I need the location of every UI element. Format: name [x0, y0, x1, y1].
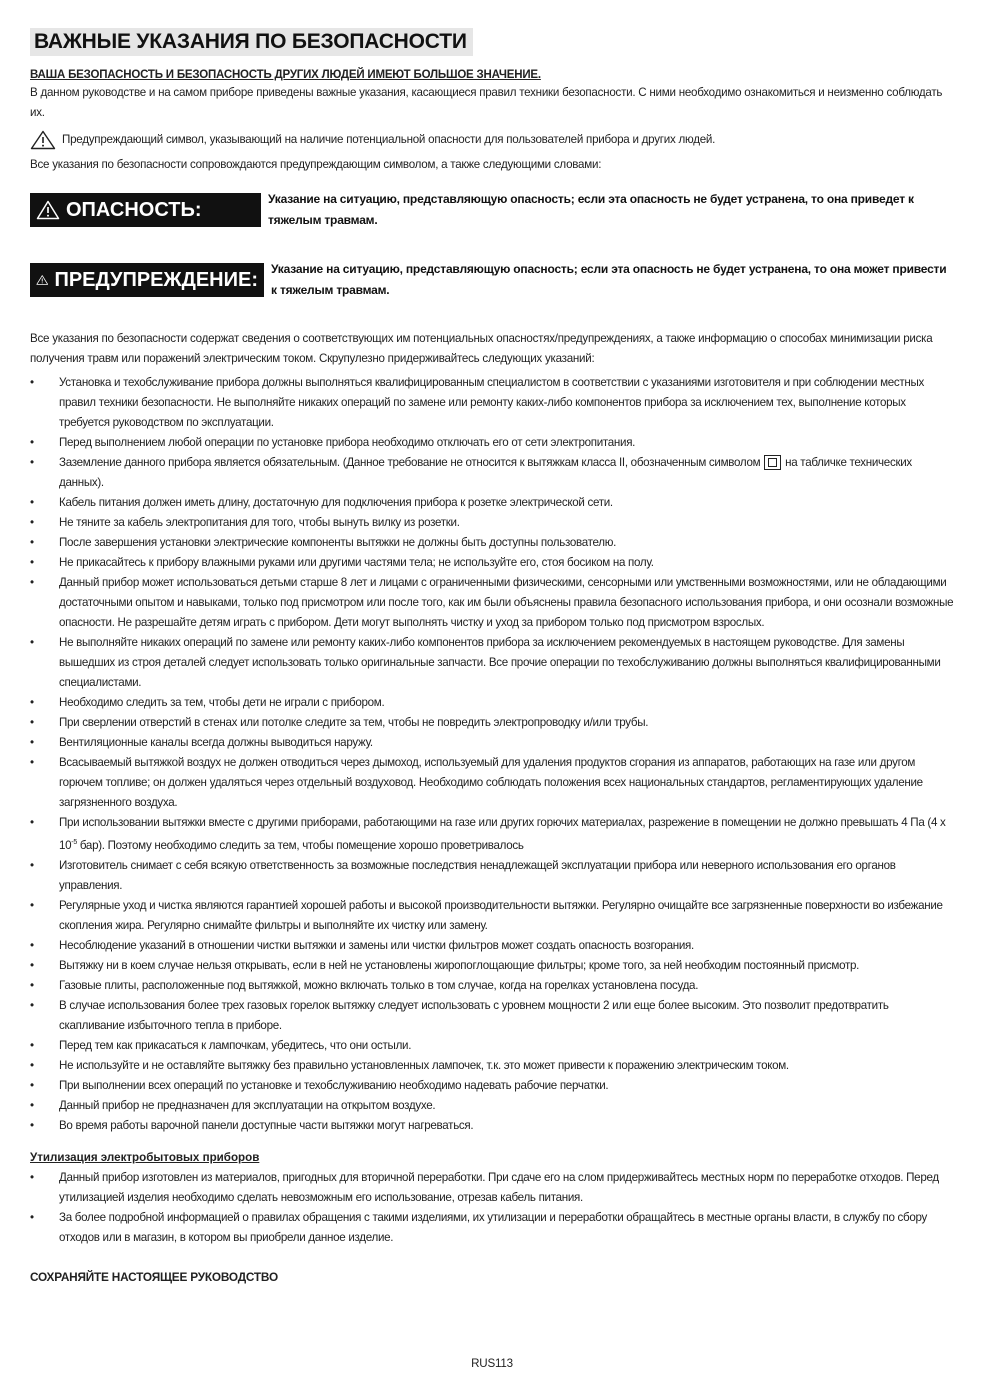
- warning-triangle-icon: [36, 270, 48, 290]
- list-item: • Перед выполнением любой операции по установке прибора необходимо отключать его от сети электропитания.: [30, 433, 954, 453]
- bullet-dot: •: [30, 816, 34, 829]
- list-item: • Данный прибор может использоваться детьми старше 8 лет и лицами с ограниченными физическими, сенсорными или умственными возможностями, или не обладающими достаточными опытом и навыками, только под присмотром или после того, как им были объяснены правила безопасного использования прибора, и они осознали возможные опасности. Не разрешайте детям играть с прибором. Дети могут выполнять чистку и уход за прибором только под присмотром взрослых.: [30, 573, 954, 633]
- list-item: • При выполнении всех операций по установке и техобслуживанию необходимо надевать рабочие перчатки.: [30, 1076, 954, 1096]
- symbol-note: [30, 130, 954, 150]
- list-item: • Всасываемый вытяжкой воздух не должен отводиться через дымоход, используемый для удаления продуктов сгорания из аппаратов, работающих на газе или другом горючем топливе; он должен удаляться через отдельный воздуховод. Необходимо соблюдать положения всех национальных стандартов, регламентирующих удаление загрязненного воздуха.: [30, 753, 954, 813]
- list-item: • Несоблюдение указаний в отношении чистки вытяжки и замены или чистки фильтров может создать опасность возгорания.: [30, 936, 954, 956]
- save-manual-note: СОХРАНЯЙТЕ НАСТОЯЩЕЕ РУКОВОДСТВО: [30, 1269, 278, 1284]
- list-item-gas-pressure: • При использовании вытяжки вместе с другими приборами, работающими на газе или других горючих материалах, разрежение в помещении не должно превышать 4 Па (4 x $10^{-5}$ бар). Поэтому необходимо следить за тем, чтобы помещение хорошо проветривалось: [30, 813, 954, 856]
- bullet-dot: •: [30, 1098, 34, 1112]
- warning-triangle-icon: [30, 130, 56, 150]
- safety-list: [30, 373, 954, 1136]
- intro-paragraph: В данном руководстве и на самом приборе приведены важные указания, касающиеся правил техники безопасности. С ними необходимо ознакомиться и неизменно соблюдать их.: [30, 86, 943, 119]
- class-ii-symbol-icon: [764, 455, 781, 470]
- list-item: • Не выполняйте никаких операций по замене или ремонту каких-либо компонентов прибора за исключением рекомендуемых в настоящем руководстве. Для замены вышедших из строя деталей следует использовать только оригинальные запчасти. Все прочие операции по техобслуживанию должны выполняться квалифицированными специалистами.: [30, 633, 954, 693]
- list-item: • Газовые плиты, расположенные под вытяжкой, можно включать только в том случае, когда на горелках установлена посуда.: [30, 976, 954, 996]
- warning-text: Указание на ситуацию, представляющую опасность; если эта опасность не будет устранена, то она может привести к тяжелым травмам.: [271, 262, 947, 297]
- list-item: • За более подробной информацией о правилах обращения с такими изделиями, их утилизации и переработки обращайтесь в местные органы власти, в службу по сбору отходов или в магазин, в котором вы приобрели данное изделие.: [30, 1208, 954, 1248]
- list-item: • Вентиляционные каналы всегда должны выводиться наружу.: [30, 733, 954, 753]
- bullet-dot: •: [30, 636, 34, 649]
- signal-words-note: Все указания по безопасности сопровождаются предупреждающим символом, а также следующими словами:: [30, 158, 602, 171]
- bullet-dot: •: [30, 756, 34, 769]
- bullet-dot: •: [30, 1058, 34, 1072]
- danger-label: ОПАСНОСТЬ:: [66, 198, 202, 221]
- bullet-dot: •: [30, 716, 34, 729]
- bullet-dot: •: [30, 376, 34, 389]
- danger-block: [30, 189, 954, 231]
- warning-label: ПРЕДУПРЕЖДЕНИЕ:: [54, 268, 258, 291]
- list-item: • Не тяните за кабель электропитания для того, чтобы вынуть вилку из розетки.: [30, 513, 954, 533]
- symbol-note-text: Предупреждающий символ, указывающий на наличие потенциальной опасности для пользователей прибора и других людей.: [62, 133, 716, 146]
- bullet-dot: •: [30, 978, 34, 992]
- list-item-grounding: • Заземление данного прибора является обязательным. (Данное требование не относится к вытяжкам класса II, обозначенным символом на табличке технических данных).: [30, 453, 954, 493]
- exponent: -5: [71, 839, 77, 846]
- bullet-dot: •: [30, 436, 34, 449]
- page-title: ВАЖНЫЕ УКАЗАНИЯ ПО БЕЗОПАСНОСТИ: [30, 28, 473, 56]
- bullet-dot: •: [30, 456, 34, 469]
- bullet-dot: •: [30, 1170, 34, 1184]
- list-item: • Не используйте и не оставляйте вытяжку без правильно установленных лампочек, т.к. это может привести к поражению электрическим током.: [30, 1056, 954, 1076]
- bullet-dot: •: [30, 858, 34, 872]
- page-content: [30, 28, 954, 1284]
- list-item: • Кабель питания должен иметь длину, достаточную для подключения прибора к розетке электрической сети.: [30, 493, 954, 513]
- bullet-dot: •: [30, 696, 34, 709]
- list-item: • При сверлении отверстий в стенах или потолке следите за тем, чтобы не повредить электропроводку и/или трубы.: [30, 713, 954, 733]
- warning-badge: [30, 263, 264, 297]
- bullet-dot: •: [30, 1210, 34, 1224]
- bullet-dot: •: [30, 998, 34, 1012]
- page-number: RUS113: [471, 1357, 513, 1370]
- bullet-dot: •: [30, 536, 34, 549]
- disposal-heading: Утилизация электробытовых приборов: [30, 1150, 260, 1164]
- list-item: • В случае использования более трех газовых горелок вытяжку следует использовать с уровнем мощности 2 или еще более высоким. Это позволит предотвратить скапливание избыточного тепла в приборе.: [30, 996, 954, 1036]
- bullet-dot: •: [30, 516, 34, 529]
- list-item: • Установка и техобслуживание прибора должны выполняться квалифицированным специалистом в соответствии с указаниями изготовителя и при соблюдении местных правил техники безопасности. Не выполняйте никаких операций по замене или ремонту каких-либо компонентов прибора за исключением тех, выполнение которых требуется руководством по эксплуатации.: [30, 373, 954, 433]
- danger-text: Указание на ситуацию, представляющую опасность; если эта опасность не будет устранена, то она приведет к тяжелым травмам.: [268, 192, 914, 227]
- bullet-dot: •: [30, 1038, 34, 1052]
- list-item: • Необходимо следить за тем, чтобы дети не играли с прибором.: [30, 693, 954, 713]
- bullet-dot: •: [30, 898, 34, 912]
- disposal-list: [30, 1168, 954, 1248]
- bullet-dot: •: [30, 938, 34, 952]
- list-item: • Во время работы варочной панели доступные части вытяжки могут нагреваться.: [30, 1116, 954, 1136]
- subtitle: ВАША БЕЗОПАСНОСТЬ И БЕЗОПАСНОСТЬ ДРУГИХ ЛЮДЕЙ ИМЕЮТ БОЛЬШОЕ ЗНАЧЕНИЕ.: [30, 69, 541, 81]
- list-item: • Перед тем как прикасаться к лампочкам, убедитесь, что они остыли.: [30, 1036, 954, 1056]
- list-item: • Регулярные уход и чистка являются гарантией хорошей работы и высокой производительности вытяжки. Регулярно очищайте все загрязненные поверхности во избежание скопления жира. Регулярно снимайте фильтры и выполняйте их чистку или замену.: [30, 896, 954, 936]
- list-item: • Изготовитель снимает с себя всякую ответственность за возможные последствия ненадлежащей эксплуатации прибора или неверного использования его органов управления.: [30, 856, 954, 896]
- list-item: • Вытяжку ни в коем случае нельзя открывать, если в ней не установлены жиропоглощающие фильтры; кроме того, за ней необходим постоянный присмотр.: [30, 956, 954, 976]
- list-item: • После завершения установки электрические компоненты вытяжки не должны быть доступны пользователю.: [30, 533, 954, 553]
- bullet-dot: •: [30, 556, 34, 569]
- danger-badge: [30, 193, 261, 227]
- list-item: • Не прикасайтесь к прибору влажными руками или другими частями тела; не используйте его, стоя босиком на полу.: [30, 553, 954, 573]
- list-item: • Данный прибор изготовлен из материалов, пригодных для вторичной переработки. При сдаче его на слом придерживайтесь местных норм по переработке отходов. Перед утилизацией изделия необходимо сделать невозможным его использование, отрезав кабель питания.: [30, 1168, 954, 1208]
- bullet-dot: •: [30, 1078, 34, 1092]
- warning-block: [30, 259, 954, 301]
- warning-triangle-icon: [36, 200, 60, 220]
- bullet-dot: •: [30, 576, 34, 589]
- all-info-paragraph: Все указания по безопасности содержат сведения о соответствующих им потенциальных опасностях/предупреждениях, а также информацию о способах минимизации риска получения травм или поражений электрическим током. Скрупулезно придерживайтесь следующих указаний:: [30, 332, 933, 365]
- bullet-dot: •: [30, 496, 34, 509]
- bullet-dot: •: [30, 958, 34, 972]
- bullet-dot: •: [30, 1118, 34, 1132]
- bullet-dot: •: [30, 736, 34, 749]
- list-item: • Данный прибор не предназначен для эксплуатации на открытом воздухе.: [30, 1096, 954, 1116]
